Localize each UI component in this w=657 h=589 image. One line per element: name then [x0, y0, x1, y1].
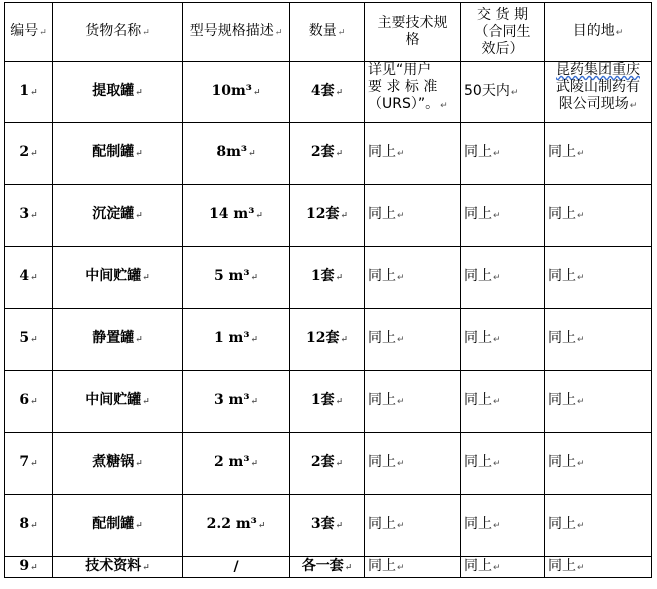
cell-name: 中间贮罐↵ — [53, 371, 183, 433]
cell-delivery: 同上↵ — [461, 557, 545, 578]
cell-spec: 同上↵ — [365, 309, 461, 371]
cell-qty: 4套↵ — [290, 62, 365, 123]
cell-name: 提取罐↵ — [53, 62, 183, 123]
cell-model: 2 m³↵ — [183, 433, 290, 495]
cell-model: / — [183, 557, 290, 578]
cell-qty: 2套↵ — [290, 123, 365, 185]
header-spec: 主要技术规 格 — [365, 3, 461, 62]
cell-model: 10m³↵ — [183, 62, 290, 123]
cell-destination: 同上↵ — [545, 433, 652, 495]
cell-name: 煮糖锅↵ — [53, 433, 183, 495]
cell-no: 1↵ — [5, 62, 53, 123]
cell-delivery: 同上↵ — [461, 371, 545, 433]
cell-delivery: 同上↵ — [461, 123, 545, 185]
cell-no: 2↵ — [5, 123, 53, 185]
cell-spec: 同上↵ — [365, 123, 461, 185]
cell-destination: 同上↵ — [545, 309, 652, 371]
cell-delivery: 同上↵ — [461, 495, 545, 557]
cell-no: 9↵ — [5, 557, 53, 578]
cell-name: 配制罐↵ — [53, 123, 183, 185]
cell-model: 8m³↵ — [183, 123, 290, 185]
cell-spec: 同上↵ — [365, 247, 461, 309]
cell-name: 静置罐↵ — [53, 309, 183, 371]
table-row — [5, 309, 652, 371]
header-no: 编号↵ — [5, 3, 53, 62]
cell-delivery: 同上↵ — [461, 433, 545, 495]
cell-no: 3↵ — [5, 185, 53, 247]
cell-destination: 同上↵ — [545, 557, 652, 578]
table-row — [5, 247, 652, 309]
cell-spec: 同上↵ — [365, 371, 461, 433]
cell-delivery: 同上↵ — [461, 185, 545, 247]
cell-qty: 3套↵ — [290, 495, 365, 557]
cell-delivery: 同上↵ — [461, 309, 545, 371]
table-row — [5, 185, 652, 247]
cell-destination: 同上↵ — [545, 495, 652, 557]
cell-qty: 2套↵ — [290, 433, 365, 495]
cell-qty: 各一套↵ — [290, 557, 365, 578]
cell-destination: 同上↵ — [545, 247, 652, 309]
table-row — [5, 62, 652, 123]
cell-model: 1 m³↵ — [183, 309, 290, 371]
cell-destination: 昆药集团重庆 武陵山制药有 限公司现场↵ — [545, 62, 652, 123]
table-row — [5, 433, 652, 495]
cell-no: 6↵ — [5, 371, 53, 433]
table-row — [5, 371, 652, 433]
cell-destination: 同上↵ — [545, 123, 652, 185]
header-delivery: 交 货 期 （合同生 效后） — [461, 3, 545, 62]
cell-qty: 1套↵ — [290, 247, 365, 309]
cell-spec: 同上↵ — [365, 433, 461, 495]
cell-delivery: 50天内↵ — [461, 62, 545, 123]
header-qty: 数量↵ — [290, 3, 365, 62]
table-row — [5, 495, 652, 557]
cell-destination: 同上↵ — [545, 371, 652, 433]
goods-table — [4, 2, 652, 578]
cell-model: 5 m³↵ — [183, 247, 290, 309]
table-row — [5, 557, 652, 578]
header-name: 货物名称↵ — [53, 3, 183, 62]
cell-name: 技术资料↵ — [53, 557, 183, 578]
cell-name: 配制罐↵ — [53, 495, 183, 557]
header-destination: 目的地↵ — [545, 3, 652, 62]
cell-qty: 12套↵ — [290, 185, 365, 247]
cell-no: 7↵ — [5, 433, 53, 495]
cell-no: 8↵ — [5, 495, 53, 557]
cell-spec: 同上↵ — [365, 495, 461, 557]
table-row — [5, 123, 652, 185]
cell-no: 4↵ — [5, 247, 53, 309]
cell-no: 5↵ — [5, 309, 53, 371]
header-model: 型号规格描述↵ — [183, 3, 290, 62]
cell-model: 3 m³↵ — [183, 371, 290, 433]
cell-spec: 详见“用户 要 求 标 准 （URS）”。↵ — [365, 62, 461, 123]
cell-spec: 同上↵ — [365, 185, 461, 247]
cell-name: 沉淀罐↵ — [53, 185, 183, 247]
cell-qty: 12套↵ — [290, 309, 365, 371]
cell-spec: 同上↵ — [365, 557, 461, 578]
cell-delivery: 同上↵ — [461, 247, 545, 309]
cell-model: 2.2 m³↵ — [183, 495, 290, 557]
cell-name: 中间贮罐↵ — [53, 247, 183, 309]
header-row — [5, 3, 652, 62]
cell-qty: 1套↵ — [290, 371, 365, 433]
cell-destination: 同上↵ — [545, 185, 652, 247]
cell-model: 14 m³↵ — [183, 185, 290, 247]
